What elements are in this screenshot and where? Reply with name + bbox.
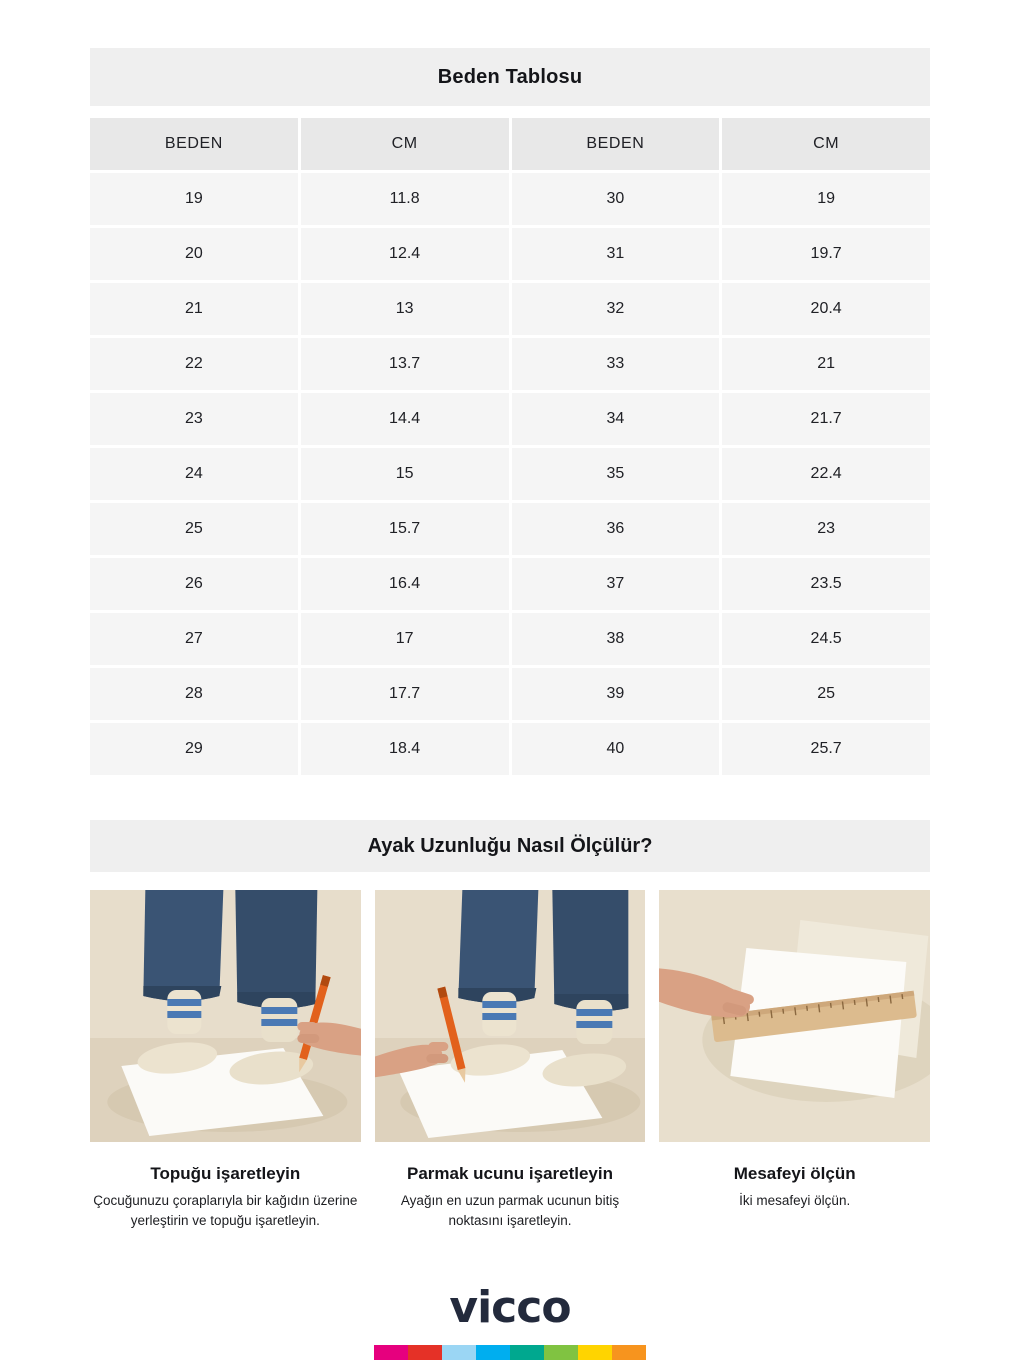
step-title-toe: Parmak ucunu işaretleyin [407, 1164, 613, 1183]
color-bar-segment [442, 1345, 476, 1360]
table-cell: 21 [722, 338, 930, 390]
table-cell: 14.4 [301, 393, 509, 445]
table-cell: 18.4 [301, 723, 509, 775]
table-header-cell: BEDEN [512, 118, 720, 170]
table-cell: 21 [90, 283, 298, 335]
table-cell: 25.7 [722, 723, 930, 775]
step-photo-measure [659, 890, 930, 1142]
table-cell: 20 [90, 228, 298, 280]
table-cell: 15.7 [301, 503, 509, 555]
table-cell: 34 [512, 393, 720, 445]
table-header-cell: CM [301, 118, 509, 170]
step-title-measure: Mesafeyi ölçün [733, 1164, 856, 1183]
table-cell: 13.7 [301, 338, 509, 390]
table-cell: 30 [512, 173, 720, 225]
table-cell: 27 [90, 613, 298, 665]
table-cell: 15 [301, 448, 509, 500]
table-cell: 25 [722, 668, 930, 720]
photo-illustration-measure [659, 890, 930, 1142]
table-cell: 37 [512, 558, 720, 610]
step-photo-heel [90, 890, 361, 1142]
brand-footer [90, 1282, 930, 1360]
color-bar-segment [578, 1345, 612, 1360]
table-cell: 13 [301, 283, 509, 335]
table-header-cell: BEDEN [90, 118, 298, 170]
page-title-bar [90, 48, 930, 106]
step-description-heel: Çocuğunuzu çoraplarıyla bir kağıdın üzerine yerleştirin ve topuğu işaretleyin. [93, 1193, 358, 1229]
table-cell: 31 [512, 228, 720, 280]
brand-color-bar [374, 1345, 646, 1360]
step-description-measure: İki mesafeyi ölçün. [739, 1193, 851, 1208]
table-cell: 24 [90, 448, 298, 500]
table-cell: 24.5 [722, 613, 930, 665]
table-cell: 29 [90, 723, 298, 775]
step-description-toe: Ayağın en uzun parmak ucunun bitiş noktasını işaretleyin. [400, 1193, 620, 1229]
table-cell: 19 [90, 173, 298, 225]
table-cell: 35 [512, 448, 720, 500]
color-bar-segment [374, 1345, 408, 1360]
table-cell: 22.4 [722, 448, 930, 500]
table-cell: 12.4 [301, 228, 509, 280]
section-title: Ayak Uzunluğu Nasıl Ölçülür? [367, 834, 653, 857]
table-cell: 26 [90, 558, 298, 610]
vicco-logo: vicco [449, 1281, 571, 1333]
table-cell: 25 [90, 503, 298, 555]
table-cell: 39 [512, 668, 720, 720]
table-cell: 32 [512, 283, 720, 335]
color-bar-segment [408, 1345, 442, 1360]
table-cell: 33 [512, 338, 720, 390]
photo-illustration-heel [90, 890, 361, 1142]
table-cell: 22 [90, 338, 298, 390]
table-cell: 36 [512, 503, 720, 555]
table-cell: 40 [512, 723, 720, 775]
table-cell: 20.4 [722, 283, 930, 335]
table-cell: 38 [512, 613, 720, 665]
step-photo-toe [375, 890, 646, 1142]
step-title-heel: Topuğu işaretleyin [150, 1164, 301, 1183]
size-table [90, 118, 930, 775]
color-bar-segment [476, 1345, 510, 1360]
table-cell: 16.4 [301, 558, 509, 610]
table-cell: 23 [90, 393, 298, 445]
measure-steps [90, 890, 930, 1232]
color-bar-segment [510, 1345, 544, 1360]
color-bar-segment [612, 1345, 646, 1360]
table-cell: 17 [301, 613, 509, 665]
table-cell: 21.7 [722, 393, 930, 445]
table-cell: 23.5 [722, 558, 930, 610]
content-area [90, 0, 930, 1360]
photo-illustration-toe [375, 890, 646, 1142]
table-cell: 19 [722, 173, 930, 225]
table-cell: 28 [90, 668, 298, 720]
color-bar-segment [544, 1345, 578, 1360]
step-mark-toe [375, 890, 646, 1232]
table-cell: 23 [722, 503, 930, 555]
table-cell: 17.7 [301, 668, 509, 720]
step-mark-heel [90, 890, 361, 1232]
table-header-cell: CM [722, 118, 930, 170]
page-title: Beden Tablosu [437, 65, 583, 88]
step-measure-distance [659, 890, 930, 1232]
section-title-bar [90, 820, 930, 872]
table-cell: 11.8 [301, 173, 509, 225]
table-cell: 19.7 [722, 228, 930, 280]
